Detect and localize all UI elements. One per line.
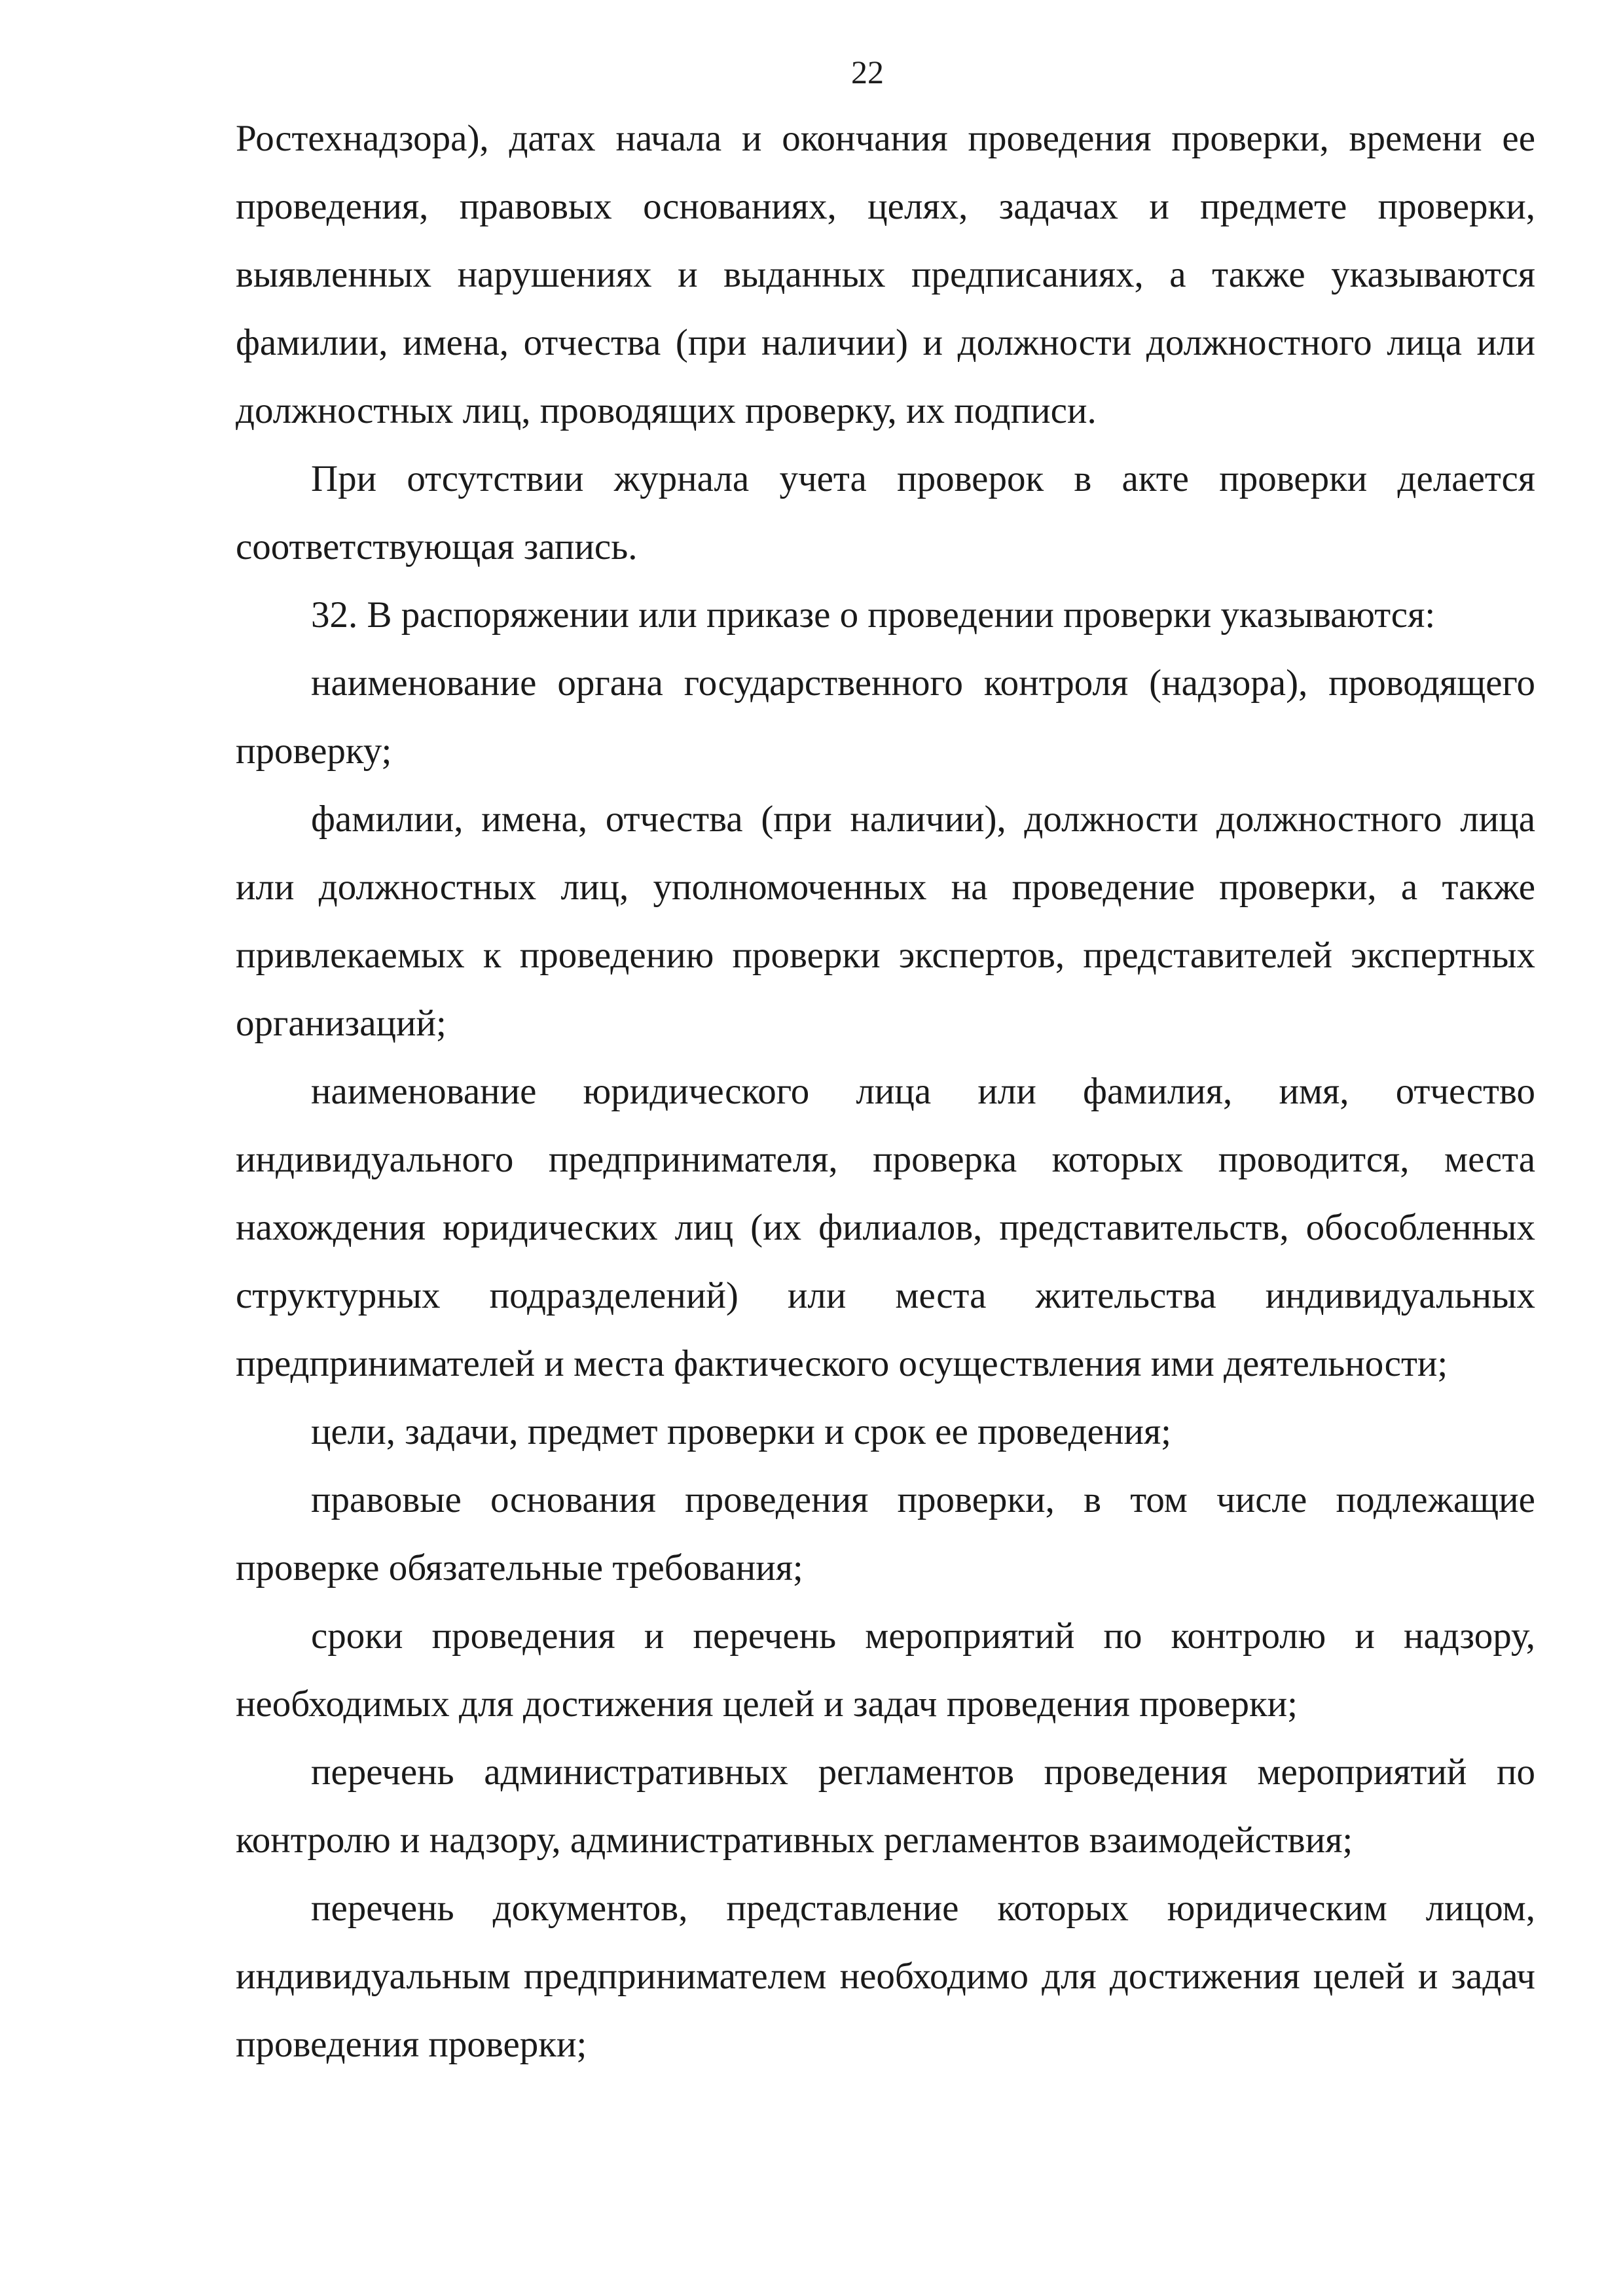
list-item: перечень документов, представление которых юридическим лицом, индивидуальным предпринимателем необходимо для достижения целей и задач проведения проверки; (236, 1888, 1535, 2065)
paragraph: При отсутствии журнала учета проверок в акте проверки делается соответствующая запись. (236, 458, 1535, 567)
list-item: перечень административных регламентов проведения мероприятий по контролю и надзору, административных регламентов взаимодействия; (236, 1751, 1535, 1861)
list-item: фамилии, имена, отчества (при наличии), должности должностного лица или должностных лиц, уполномоченных на проведение проверки, а также привлекаемых к проведению проверки экспертов, представителей экспертных организаций; (236, 798, 1535, 1044)
list-item: наименование органа государственного контроля (надзора), проводящего проверку; (236, 662, 1535, 772)
paragraph-clause-32: 32. В распоряжении или приказе о проведении проверки указываются: (311, 594, 1436, 636)
document-body (236, 105, 1535, 2079)
list-item: цели, задачи, предмет проверки и срок ее проведения; (311, 1411, 1172, 1452)
list-item: правовые основания проведения проверки, в том числе подлежащие проверке обязательные требования; (236, 1479, 1535, 1588)
list-item: сроки проведения и перечень мероприятий по контролю и надзору, необходимых для достижения целей и задач проведения проверки; (236, 1615, 1535, 1725)
list-item: наименование юридического лица или фамилия, имя, отчество индивидуального предпринимателя, проверка которых проводится, места нахождения юридических лиц (их филиалов, представительств, обособленных структурных подразделений) или места жительства индивидуальных предпринимателей и места фактического осуществления ими деятельности; (236, 1071, 1535, 1384)
paragraph-continuation: Ростехнадзора), датах начала и окончания проведения проверки, времени ее проведения, правовых основаниях, целях, задачах и предмете проверки, выявленных нарушениях и выданных предписаниях, а также указываются фамилии, имена, отчества (при наличии) и должности должностного лица или должностных лиц, проводящих проверку, их подписи. (236, 118, 1535, 431)
page-number: 22 (851, 54, 884, 90)
